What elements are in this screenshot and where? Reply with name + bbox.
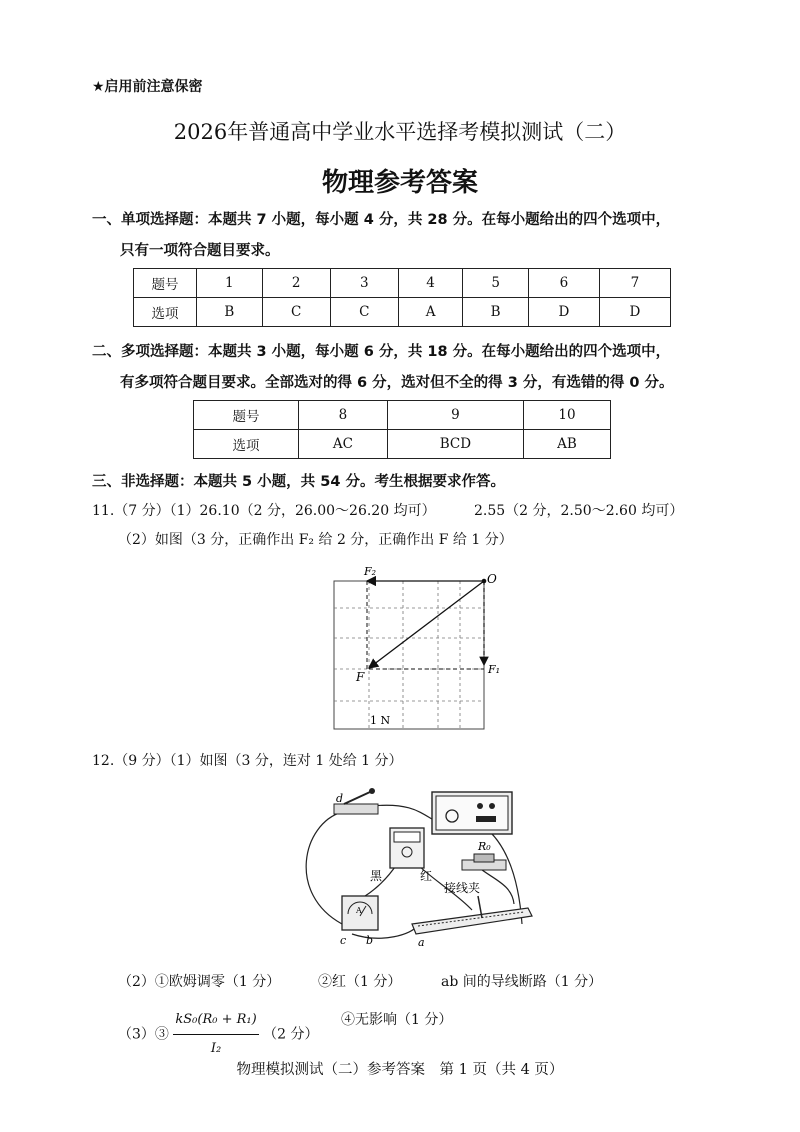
q11-part2: （2）如图（3 分，正确作出 F₂ 给 2 分，正确作出 F 给 1 分）: [118, 532, 513, 548]
f-vector: [369, 581, 484, 668]
force-diagram: [330, 565, 500, 735]
section2-heading-line1: 二、多项选择题：本题共 3 小题，每小题 6 分，共 18 分。在每小题给出的四个选项中，: [92, 344, 671, 360]
question-number: 6: [528, 269, 599, 298]
question-number: 9: [387, 401, 523, 430]
question-number: 10: [523, 401, 610, 430]
answer-cell: B: [463, 298, 529, 327]
section2-heading: [92, 337, 674, 399]
q12-part3-score: （2 分）: [263, 1026, 319, 1043]
power-supply: [432, 792, 512, 834]
grid-lines: [334, 581, 484, 729]
question-number: 7: [599, 269, 670, 298]
resistor-r0: [462, 854, 506, 870]
q12-part2-b: ②红（1 分）: [318, 974, 402, 990]
answer-cell: B: [197, 298, 263, 327]
answer-title: 物理参考答案: [321, 168, 478, 198]
answer-cell: A: [398, 298, 463, 327]
table-row: [134, 298, 671, 327]
question-number: 2: [262, 269, 330, 298]
label-black: 黑: [370, 869, 383, 883]
q12-part3-prefix: （3）③: [118, 1026, 169, 1043]
label-f: F: [356, 670, 365, 684]
label-scale: 1 N: [370, 714, 391, 727]
q11-part1b: 2.55（2 分，2.50～2.60 均可）: [474, 503, 684, 519]
question-number: 8: [299, 401, 388, 430]
multi-choice-table: [193, 400, 611, 459]
formula-numerator: kS₀(R₀ + R₁): [173, 1006, 258, 1035]
label-f2: F₂: [364, 565, 377, 578]
origin-point: [482, 579, 487, 584]
section1-heading-line1: 一、单项选择题：本题共 7 小题，每小题 4 分，共 28 分。在每小题给出的四个选项中，: [92, 212, 671, 228]
label-a: a: [418, 936, 425, 949]
label-o: O: [487, 572, 497, 586]
multimeter: [390, 828, 424, 868]
label-b: b: [366, 934, 374, 947]
table-row: [134, 269, 671, 298]
exam-title: 2026年普通高中学业水平选择考模拟测试（二）: [173, 120, 627, 144]
label-r0: R₀: [478, 840, 491, 853]
question-number: 1: [197, 269, 263, 298]
q12-part1: 12.（9 分）（1）如图（3 分，连对 1 处给 1 分）: [92, 753, 403, 769]
label-f1: F₁: [488, 663, 500, 676]
row-label: 题号: [134, 269, 197, 298]
answer-cell: D: [599, 298, 670, 327]
q12-part2-c: ab 间的导线断路（1 分）: [441, 974, 603, 990]
table-row: [194, 430, 611, 459]
q12-part2-a: （2）①欧姆调零（1 分）: [118, 974, 281, 990]
answer-cell: D: [528, 298, 599, 327]
confidential-note: ★启用前注意保密: [92, 79, 203, 95]
formula-denominator: I₂: [210, 1041, 222, 1056]
question-number: 5: [463, 269, 529, 298]
q12-part3: [118, 1006, 318, 1063]
page-footer: 物理模拟测试（二）参考答案 第 1 页（共 4 页）: [236, 1062, 564, 1078]
row-label: 选项: [194, 430, 299, 459]
answer-cell: AC: [299, 430, 388, 459]
single-choice-table: [133, 268, 671, 327]
question-number: 3: [330, 269, 398, 298]
label-d: d: [336, 792, 344, 805]
q11-part1: 11.（7 分）（1）26.10（2 分，26.00～26.20 均可）: [92, 503, 436, 519]
row-label: 选项: [134, 298, 197, 327]
question-number: 4: [398, 269, 463, 298]
table-row: [194, 401, 611, 430]
answer-cell: AB: [523, 430, 610, 459]
row-label: 题号: [194, 401, 299, 430]
circuit-diagram: [292, 784, 538, 954]
q12-part3-b: ④无影响（1 分）: [341, 1012, 453, 1028]
answer-cell: C: [330, 298, 398, 327]
answer-cell: BCD: [387, 430, 523, 459]
answer-cell: C: [262, 298, 330, 327]
label-ammeter: A: [356, 906, 362, 915]
section1-heading-line2: 只有一项符合题目要求。: [120, 243, 280, 259]
label-clip: 接线夹: [444, 881, 481, 895]
label-red: 红: [420, 869, 433, 883]
formula-fraction: [173, 1006, 258, 1063]
section2-heading-line2: 有多项符合题目要求。全部选对的得 6 分，选对但不全的得 3 分，有选错的得 0 分。: [120, 375, 674, 391]
label-c: c: [340, 934, 347, 947]
section3-heading: 三、非选择题：本题共 5 小题，共 54 分。考生根据要求作答。: [92, 474, 505, 490]
grid-border: [334, 581, 484, 729]
section1-heading: [92, 205, 670, 267]
